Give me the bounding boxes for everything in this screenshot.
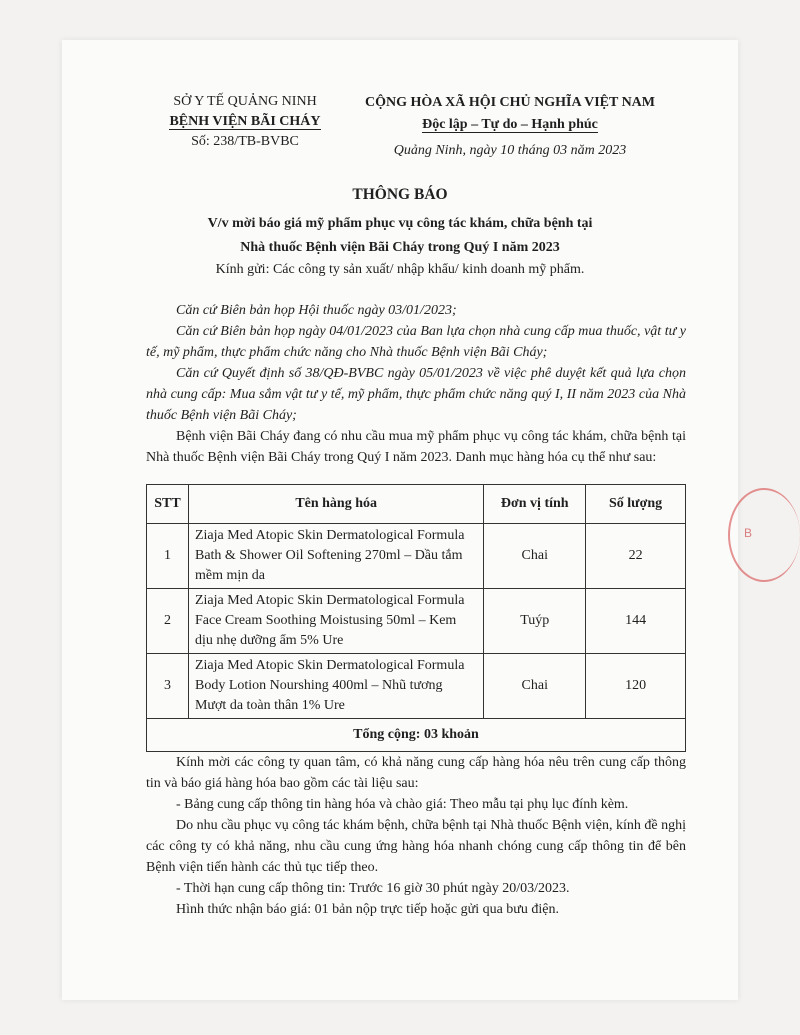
header-unit: Đơn vị tính [484, 485, 586, 524]
place-date: Quảng Ninh, ngày 10 tháng 03 năm 2023 [393, 143, 627, 158]
closing-paragraph: - Bảng cung cấp thông tin hàng hóa và chào giá: Theo mẫu tại phụ lục đính kèm. [176, 797, 629, 812]
issuer-parent-org: SỞ Y TẾ QUẢNG NINH [173, 94, 317, 109]
goods-table [146, 484, 686, 752]
red-seal-stamp [728, 488, 800, 582]
closing-paragraph: Kính mời các công ty quan tâm, có khả năng cung cấp hàng hóa nêu trên cung cấp thông tin và báo giá hàng hóa bao gồm các tài liệu sau: [146, 755, 686, 791]
subject-line-1: V/v mời báo giá mỹ phẩm phục vụ công tác khám, chữa bệnh tại [207, 216, 593, 231]
row-unit: Chai [484, 654, 586, 719]
row-name: Ziaja Med Atopic Skin Dermatological Formula Face Cream Soothing Moistusing 50ml – Kem dịu nhẹ dưỡng ẩm 5% Ure [188, 589, 483, 654]
table-row [147, 589, 686, 654]
legal-basis [146, 300, 686, 468]
table-total: Tổng cộng: 03 khoản [147, 719, 686, 752]
row-unit: Chai [484, 524, 586, 589]
subject-line-2: Nhà thuốc Bệnh viện Bãi Cháy trong Quý I năm 2023 [240, 240, 560, 255]
closing-section [146, 752, 686, 920]
row-unit: Tuýp [484, 589, 586, 654]
intro-paragraph: Bệnh viện Bãi Cháy đang có nhu cầu mua mỹ phẩm phục vụ công tác khám, chữa bệnh tại Nhà thuốc Bệnh viện Bãi Cháy trong Quý I năm 2023. Danh mục hàng hóa cụ thể như sau: [146, 429, 686, 465]
recipient-line: Kính gửi: Các công ty sản xuất/ nhập khẩu/ kinh doanh mỹ phẩm. [215, 262, 585, 277]
row-name: Ziaja Med Atopic Skin Dermatological Formula Body Lotion Nourshing 400ml – Nhũ tương Mượt da toàn thân 1% Ure [188, 654, 483, 719]
stamp-letter: B [744, 526, 753, 540]
national-motto: Độc lập – Tự do – Hạnh phúc [422, 117, 598, 132]
table-header-row [147, 485, 686, 524]
document-number: Số: 238/TB-BVBC [191, 134, 299, 149]
row-qty: 144 [586, 589, 686, 654]
closing-paragraph: Do nhu cầu phục vụ công tác khám bệnh, chữa bệnh tại Nhà thuốc Bệnh viện, kính đề nghị các công ty có khả năng, nhu cầu cung ứng hàng hóa nhanh chóng cung cấp thông tin để bên Bệnh viện tiến hành các thủ tục tiếp theo. [146, 818, 686, 875]
row-name: Ziaja Med Atopic Skin Dermatological Formula Bath & Shower Oil Softening 270ml – Dầu tắm mềm mịn da [188, 524, 483, 589]
closing-paragraph: - Thời hạn cung cấp thông tin: Trước 16 giờ 30 phút ngày 20/03/2023. [176, 881, 570, 896]
header-name: Tên hàng hóa [188, 485, 483, 524]
row-stt: 3 [147, 654, 189, 719]
nation-name: CỘNG HÒA XÃ HỘI CHỦ NGHĨA VIỆT NAM [364, 95, 655, 110]
row-qty: 22 [586, 524, 686, 589]
row-qty: 120 [586, 654, 686, 719]
row-stt: 1 [147, 524, 189, 589]
row-stt: 2 [147, 589, 189, 654]
header-stt: STT [147, 485, 189, 524]
basis-paragraph: Căn cứ Biên bản họp Hội thuốc ngày 03/01/2023; [176, 303, 457, 318]
basis-paragraph: Căn cứ Quyết định số 38/QĐ-BVBC ngày 05/01/2023 về việc phê duyệt kết quả lựa chọn nhà cung cấp: Mua sắm vật tư y tế, mỹ phẩm, thực phẩm chức năng quý I, II năm 2023 của Nhà thuốc Bệnh viện Bãi Cháy; [146, 366, 686, 423]
issuer-org: BỆNH VIỆN BÃI CHÁY [169, 114, 321, 129]
header-qty: Số lượng [586, 485, 686, 524]
document-subject [120, 212, 680, 260]
issuer-block [150, 92, 340, 152]
table-total-row [147, 719, 686, 752]
closing-paragraph: Hình thức nhận báo giá: 01 bản nộp trực tiếp hoặc gửi qua bưu điện. [176, 902, 559, 917]
basis-paragraph: Căn cứ Biên bản họp ngày 04/01/2023 của Ban lựa chọn nhà cung cấp mua thuốc, vật tư y tế, mỹ phẩm, thực phẩm chức năng cho Nhà thuốc Bệnh viện Bãi Cháy; [146, 324, 686, 360]
national-header [360, 92, 660, 162]
document-title: THÔNG BÁO [352, 186, 448, 203]
table-row [147, 654, 686, 719]
table-row [147, 524, 686, 589]
